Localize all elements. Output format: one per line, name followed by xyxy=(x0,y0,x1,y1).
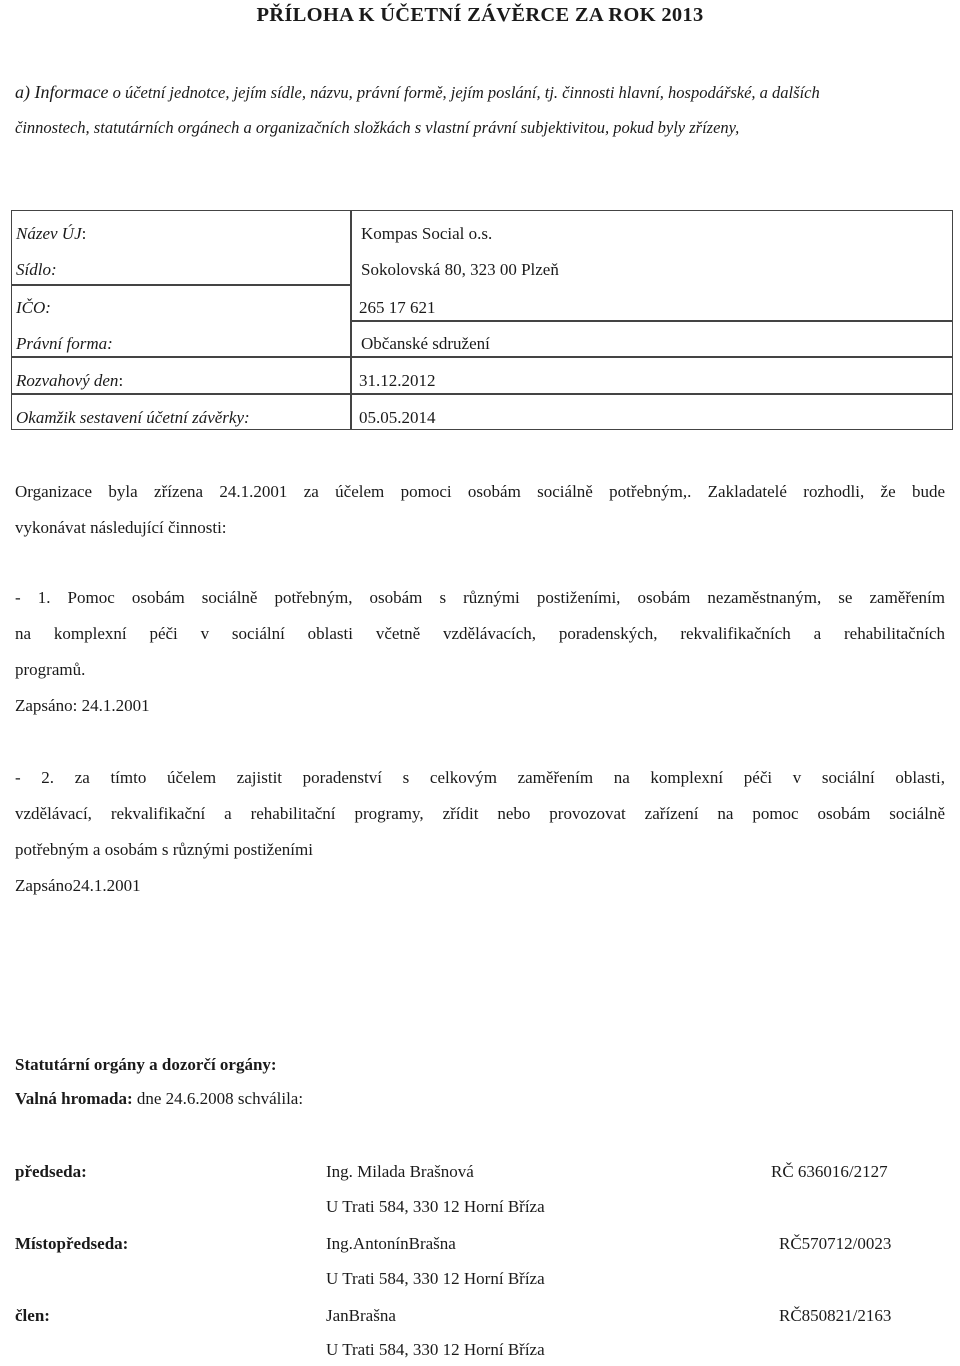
balance-day-label xyxy=(16,371,123,391)
activity-1-registered: Zapsáno: 24.1.2001 xyxy=(15,696,150,715)
ico-value: 265 17 621 xyxy=(359,298,436,317)
member-name: Ing. Milada Brašnová xyxy=(326,1162,474,1181)
activity-1-line-3: programů. xyxy=(15,660,86,679)
member-birth-number: RČ 636016/2127 xyxy=(771,1162,888,1181)
compiled-value: 05.05.2014 xyxy=(359,408,436,427)
table-divider xyxy=(350,356,352,393)
intro-lead: a) Informace xyxy=(15,82,109,102)
name-label-text: Název ÚJ xyxy=(16,224,82,243)
activity-1-line-1: - 1. Pomoc osobám sociálně potřebným, osobám s různými postiženími, osobám nezaměstnaným, se zaměřením xyxy=(15,588,945,607)
name-value: Kompas Social o.s. xyxy=(361,224,493,243)
intro-line-2: činnostech, statutárních orgánech a organizačních složkách s vlastní právní subjektivitou, pokud byly zřízeny, xyxy=(15,118,740,137)
member-name: Ing.AntonínBrašna xyxy=(326,1234,456,1253)
activity-2-registered: Zapsáno24.1.2001 xyxy=(15,876,141,895)
table-divider xyxy=(350,210,352,356)
compiled-label: Okamžik sestavení účetní závěrky: xyxy=(16,408,250,427)
name-label xyxy=(16,224,86,244)
assembly-text: dne 24.6.2008 schválila: xyxy=(132,1089,304,1108)
document-title: PŘÍLOHA K ÚČETNÍ ZÁVĚRCE ZA ROK 2013 xyxy=(256,4,704,26)
member-role: Místopředseda: xyxy=(15,1234,129,1253)
intro-line-1-rest: o účetní jednotce, jejím sídle, názvu, právní formě, jejím poslání, tj. činnosti hlavní, hospodářské, a dalších xyxy=(108,83,820,102)
founding-line-1: Organizace byla zřízena 24.1.2001 za účelem pomoci osobám sociálně potřebným,. Zakladatelé rozhodli, že bude xyxy=(15,482,945,501)
table-divider xyxy=(350,320,953,322)
activity-2-paragraph xyxy=(15,760,945,904)
balance-day-value: 31.12.2012 xyxy=(359,371,436,390)
member-role: předseda: xyxy=(15,1162,87,1181)
member-address: U Trati 584, 330 12 Horní Bříza xyxy=(326,1340,545,1359)
name-label-colon: : xyxy=(81,224,87,243)
member-birth-number: RČ850821/2163 xyxy=(779,1306,892,1325)
activity-2-line-1: - 2. za tímto účelem zajistit poradenství s celkovým zaměřením na komplexní péči v sociální oblasti, xyxy=(15,768,945,787)
founding-paragraph xyxy=(15,474,945,546)
balance-day-label-text: Rozvahový den xyxy=(16,371,119,390)
entity-info-table xyxy=(11,210,953,430)
member-birth-number: RČ570712/0023 xyxy=(779,1234,892,1253)
activity-2-line-2: vzdělávací, rekvalifikační a rehabilitační programy, zřídit nebo provozovat zařízení na pomoc osobám sociálně xyxy=(15,804,945,823)
member-address: U Trati 584, 330 12 Horní Bříza xyxy=(326,1269,545,1288)
assembly-line xyxy=(15,1089,303,1109)
assembly-label: Valná hromada: xyxy=(15,1089,133,1108)
intro-line-1 xyxy=(15,74,945,111)
seat-value: Sokolovská 80, 323 00 Plzeň xyxy=(361,260,559,279)
member-name: JanBrašna xyxy=(326,1306,396,1325)
legal-form-label: Právní forma: xyxy=(16,334,113,353)
founding-line-2: vykonávat následující činnosti: xyxy=(15,518,227,537)
member-role: člen: xyxy=(15,1306,50,1325)
activity-2-line-3: potřebným a osobám s různými postiženími xyxy=(15,840,313,859)
activity-1-line-2: na komplexní péči v sociální oblasti včetně vzdělávacích, poradenských, rekvalifikačních a rehabilitačních xyxy=(15,624,945,643)
table-divider xyxy=(350,393,352,430)
activity-1-paragraph xyxy=(15,580,945,724)
member-address: U Trati 584, 330 12 Horní Bříza xyxy=(326,1197,545,1216)
legal-form-value: Občanské sdružení xyxy=(361,334,490,353)
table-divider xyxy=(11,393,953,395)
ico-label: IČO: xyxy=(16,298,51,317)
table-divider xyxy=(11,284,350,286)
table-divider xyxy=(11,356,953,358)
statutory-heading: Statutární orgány a dozorčí orgány: xyxy=(15,1055,277,1074)
seat-label: Sídlo: xyxy=(16,260,57,279)
balance-day-label-colon: : xyxy=(118,371,124,390)
